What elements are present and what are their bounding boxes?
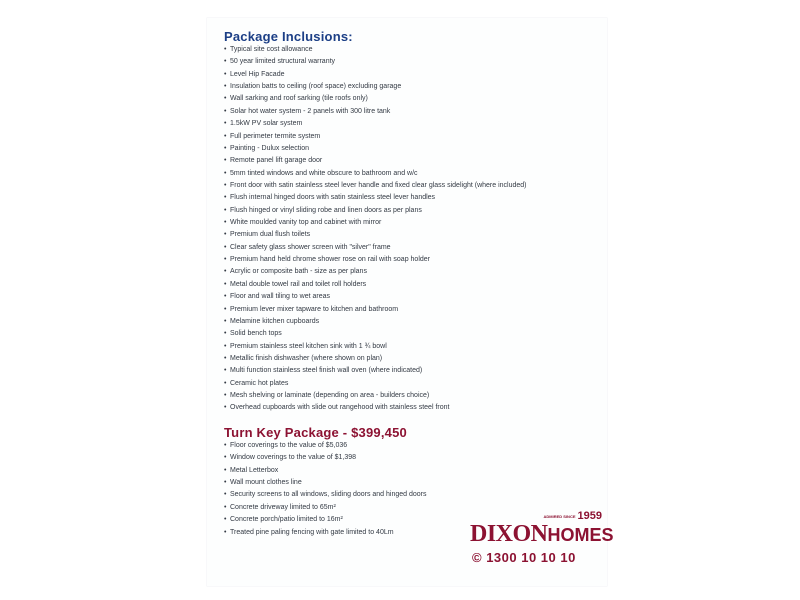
bullet-icon: • [224, 268, 227, 276]
list-item [224, 465, 584, 477]
brand-sub: HOMES [547, 525, 614, 545]
bullet-icon: • [224, 442, 227, 449]
list-item-text: Ceramic hot plates [230, 379, 289, 387]
bullet-icon: • [224, 454, 227, 462]
bullet-icon: • [224, 379, 227, 387]
inclusions-list [224, 44, 584, 415]
bullet-icon: • [224, 528, 227, 536]
admired-since-year: 1959 [577, 510, 602, 522]
list-item-text: Concrete driveway limited to 65m² [230, 503, 336, 511]
bullet-icon: • [224, 243, 227, 251]
list-item-text: Floor and wall tiling to wet areas [230, 293, 330, 301]
list-item [224, 81, 584, 93]
bullet-icon: • [224, 305, 227, 313]
bullet-icon: • [224, 219, 227, 227]
bullet-icon: • [224, 466, 227, 474]
list-item [224, 440, 584, 452]
list-item-text: Remote panel lift garage door [230, 157, 323, 165]
list-item [224, 131, 584, 143]
list-item [224, 192, 584, 204]
list-item [224, 205, 584, 217]
list-item [224, 477, 584, 489]
bullet-icon: • [224, 342, 227, 350]
list-item [224, 93, 584, 105]
list-item-text: Melamine kitchen cupboards [230, 317, 320, 325]
list-item [224, 291, 584, 303]
turnkey-heading: Turn Key Package - $399,450 [224, 425, 407, 440]
admired-since-label: ADMIRED SINCE [543, 513, 576, 519]
list-item [224, 341, 584, 353]
list-item-text: Flush internal hinged doors with satin stainless steel lever handles [230, 194, 436, 202]
bullet-icon: • [224, 256, 227, 264]
bullet-icon: • [224, 392, 227, 400]
list-item-text: Metal Letterbox [230, 466, 279, 474]
list-item-text: Security screens to all windows, sliding doors and hinged doors [230, 491, 427, 499]
list-item-text: Floor coverings to the value of $5,036 [230, 442, 348, 449]
list-item-text: Flush hinged or vinyl sliding robe and linen doors as per plans [230, 206, 422, 214]
list-item-text: Overhead cupboards with slide out rangehood with stainless steel front [230, 404, 450, 412]
list-item-text: Premium dual flush toilets [230, 231, 311, 239]
list-item-text: Solid bench tops [230, 330, 282, 338]
list-item-text: Metal double towel rail and toilet roll holders [230, 280, 367, 288]
list-item [224, 254, 584, 266]
list-item-text: Acrylic or composite bath - size as per plans [230, 268, 367, 276]
list-item [224, 180, 584, 192]
list-item-text: Treated pine paling fencing with gate limited to 40Lm [230, 528, 394, 536]
list-item-text: 1.5kW PV solar system [230, 120, 303, 128]
list-item-text: Painting - Dulux selection [230, 144, 309, 152]
list-item-text: Clear safety glass shower screen with "silver" frame [230, 243, 391, 251]
list-item-text: Metallic finish dishwasher (where shown on plan) [230, 354, 383, 362]
list-item-text: White moulded vanity top and cabinet with mirror [230, 219, 382, 227]
list-item-text: Premium hand held chrome shower rose on rail with soap holder [230, 256, 430, 264]
list-item [224, 168, 584, 180]
phone-number: © 1300 10 10 10 [472, 550, 576, 565]
list-item-text: Front door with satin stainless steel lever handle and fixed clear glass sidelight (where included) [230, 181, 527, 189]
list-item-text: Premium lever mixer tapware to kitchen and bathroom [230, 305, 399, 313]
list-item-text: Wall sarking and roof sarking (tile roofs only) [230, 95, 368, 103]
list-item-text: Insulation batts to ceiling (roof space) excluding garage [230, 83, 402, 91]
list-item-text: Wall mount clothes line [230, 479, 302, 487]
bullet-icon: • [224, 107, 227, 115]
list-item [224, 155, 584, 167]
bullet-icon: • [224, 367, 227, 375]
list-item [224, 365, 584, 377]
list-item-text: Window coverings to the value of $1,398 [230, 454, 357, 462]
list-item-text: 50 year limited structural warranty [230, 58, 336, 66]
bullet-icon: • [224, 157, 227, 165]
inclusions-heading: Package Inclusions: [224, 29, 353, 44]
list-item [224, 452, 584, 464]
list-item [224, 229, 584, 241]
brand-main: DIXON [470, 521, 548, 547]
bullet-icon: • [224, 280, 227, 288]
bullet-icon: • [224, 330, 227, 338]
list-item-text: Premium stainless steel kitchen sink with 1 ¾ bowl [230, 342, 387, 350]
bullet-icon: • [224, 70, 227, 78]
bullet-icon: • [224, 206, 227, 214]
list-item [224, 143, 584, 155]
list-item [224, 353, 584, 365]
bullet-icon: • [224, 95, 227, 103]
bullet-icon: • [224, 120, 227, 128]
list-item [224, 378, 584, 390]
bullet-icon: • [224, 83, 227, 91]
list-item [224, 316, 584, 328]
list-item [224, 328, 584, 340]
list-item [224, 304, 584, 316]
list-item-text: Multi function stainless steel finish wall oven (where indicated) [230, 367, 423, 375]
bullet-icon: • [224, 293, 227, 301]
bullet-icon: • [224, 354, 227, 362]
list-item [224, 56, 584, 68]
bullet-icon: • [224, 516, 227, 524]
list-item [224, 489, 584, 501]
bullet-icon: • [224, 58, 227, 66]
brand-name [470, 521, 614, 548]
list-item [224, 266, 584, 278]
list-item [224, 106, 584, 118]
bullet-icon: • [224, 231, 227, 239]
list-item-text: Full perimeter termite system [230, 132, 321, 140]
bullet-icon: • [224, 503, 227, 511]
list-item-text: 5mm tinted windows and white obscure to bathroom and w/c [230, 169, 418, 177]
list-item [224, 69, 584, 81]
bullet-icon: • [224, 317, 227, 325]
list-item [224, 118, 584, 130]
list-item [224, 217, 584, 229]
bullet-icon: • [224, 491, 227, 499]
bullet-icon: • [224, 479, 227, 487]
list-item [224, 390, 584, 402]
list-item [224, 279, 584, 291]
bullet-icon: • [224, 46, 227, 53]
bullet-icon: • [224, 404, 227, 412]
bullet-icon: • [224, 181, 227, 189]
list-item-text: Mesh shelving or laminate (depending on area - builders choice) [230, 392, 430, 400]
dixon-homes-logo [470, 510, 614, 578]
list-item [224, 402, 584, 414]
list-item [224, 242, 584, 254]
bullet-icon: • [224, 194, 227, 202]
list-item [224, 44, 584, 56]
list-item-text: Concrete porch/patio limited to 16m² [230, 516, 343, 524]
list-item-text: Level Hip Facade [230, 70, 285, 78]
list-item-text: Solar hot water system - 2 panels with 300 litre tank [230, 107, 391, 115]
bullet-icon: • [224, 144, 227, 152]
bullet-icon: • [224, 132, 227, 140]
bullet-icon: • [224, 169, 227, 177]
list-item-text: Typical site cost allowance [230, 46, 313, 53]
